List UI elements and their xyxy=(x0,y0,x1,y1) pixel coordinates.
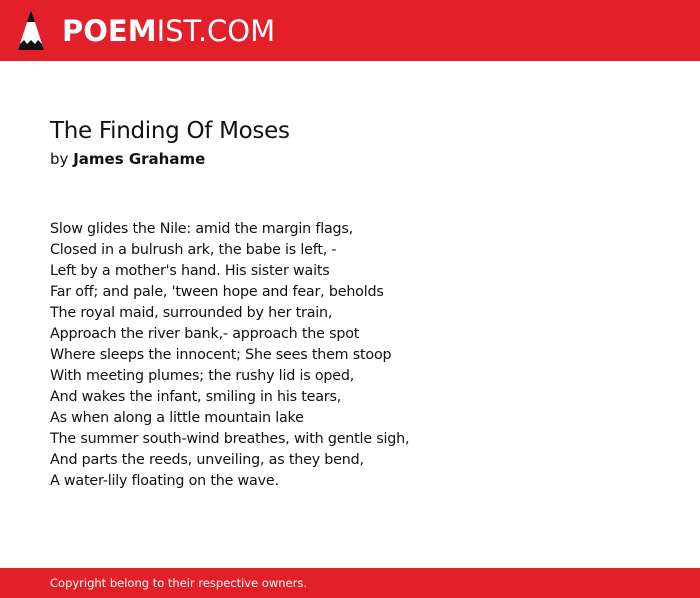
poem-line: The summer south-wind breathes, with gentle sigh, xyxy=(50,431,410,447)
poem-line: A water-lily floating on the wave. xyxy=(50,473,279,489)
pencil-tip-icon[interactable] xyxy=(18,10,44,52)
brand-name-bold: POEM xyxy=(62,14,157,48)
poem-line: The royal maid, surrounded by her train, xyxy=(50,305,333,321)
poem-line: With meeting plumes; the rushy lid is oped, xyxy=(50,368,355,384)
byline xyxy=(50,148,205,170)
poem-line: Approach the river bank,- approach the spot xyxy=(50,326,360,342)
poem-line: As when along a little mountain lake xyxy=(50,410,304,426)
poem-line: And parts the reeds, unveiling, as they bend, xyxy=(50,452,364,468)
poem-line: And wakes the infant, smiling in his tears, xyxy=(50,389,342,405)
poem-body xyxy=(50,219,409,492)
poem-line: Left by a mother's hand. His sister waits xyxy=(50,263,330,279)
site-footer xyxy=(0,568,700,598)
site-header xyxy=(0,0,700,61)
author-name: James Grahame xyxy=(73,150,206,168)
poem-line: Closed in a bulrush ark, the babe is left, - xyxy=(50,242,337,258)
poem-line: Where sleeps the innocent; She sees them stoop xyxy=(50,347,392,363)
copyright-notice: Copyright belong to their respective owners. xyxy=(50,576,308,590)
by-label: by xyxy=(50,150,69,168)
poem-title: The Finding Of Moses xyxy=(50,118,290,144)
brand-name-light: IST.COM xyxy=(156,14,276,48)
poem-line: Far off; and pale, 'tween hope and fear, beholds xyxy=(50,284,384,300)
site-logo[interactable] xyxy=(62,12,275,50)
poem-line: Slow glides the Nile: amid the margin flags, xyxy=(50,221,354,237)
